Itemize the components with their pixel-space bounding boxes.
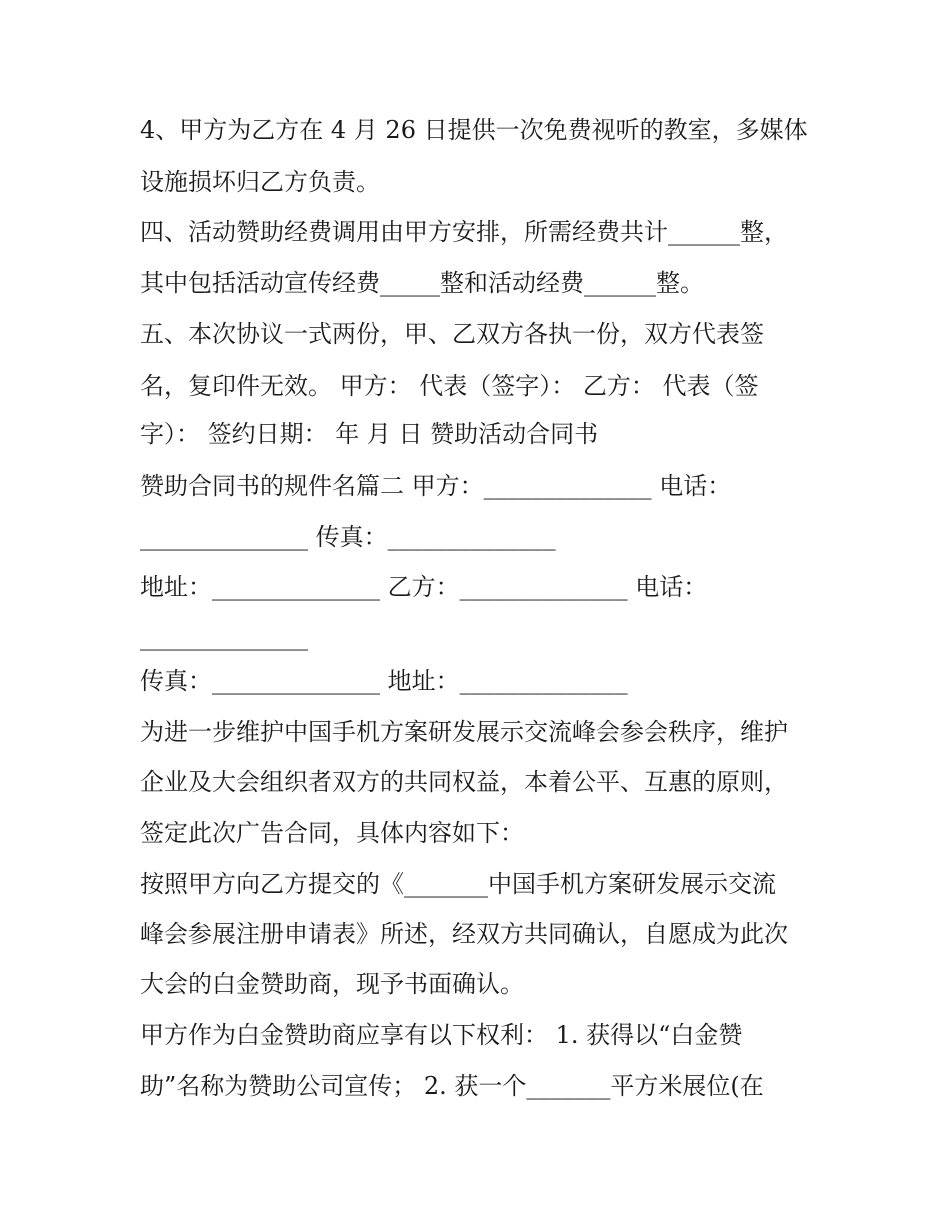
text-line: 甲方作为白金赞助商应享有以下权利： 1. 获得以“白金赞 [140,1021,743,1049]
text-line: 企业及大会组织者双方的共同权益，本着公平、互惠的原则， [140,768,788,796]
text-line: 大会的白金赞助商，现予书面确认。 [140,970,524,998]
text-line: 为进一步维护中国手机方案研发展示交流峰会参会秩序，维护 [140,718,788,746]
text-line: 签定此次广告合同，具体内容如下： [140,819,524,847]
text-line: ______________ [140,623,308,651]
text-line: 字）： 签约日期： 年 月 日 赞助活动合同书 [140,420,599,448]
text-line: 赞助合同书的规件名篇二 甲方：______________ 电话： [140,472,732,500]
text-line: 设施损坏归乙方负责。 [140,168,380,196]
text-line: ______________ 传真：______________ [140,523,556,551]
text-line: 地址：______________ 乙方：______________ 电话： [140,573,708,601]
text-line: 五、本次协议一式两份，甲、乙双方各执一份，双方代表签 [140,320,764,348]
text-line: 四、活动赞助经费调用由甲方安排，所需经费共计______整， [140,218,788,246]
text-line: 助”名称为赞助公司宣传； 2. 获一个_______平方米展位(在 [140,1072,764,1100]
text-line: 按照甲方向乙方提交的《_______中国手机方案研发展示交流 [140,870,776,898]
text-line: 峰会参展注册申请表》所述，经双方共同确认，自愿成为此次 [140,920,788,948]
text-line: 其中包括活动宣传经费_____整和活动经费______整。 [140,269,704,297]
text-line: 传真：______________ 地址：______________ [140,667,628,695]
text-line: 4、甲方为乙方在 4 月 26 日提供一次免费视听的教室，多媒体 [140,116,808,144]
text-line: 名，复印件无效。 甲方： 代表（签字）： 乙方： 代表（签 [140,372,759,400]
